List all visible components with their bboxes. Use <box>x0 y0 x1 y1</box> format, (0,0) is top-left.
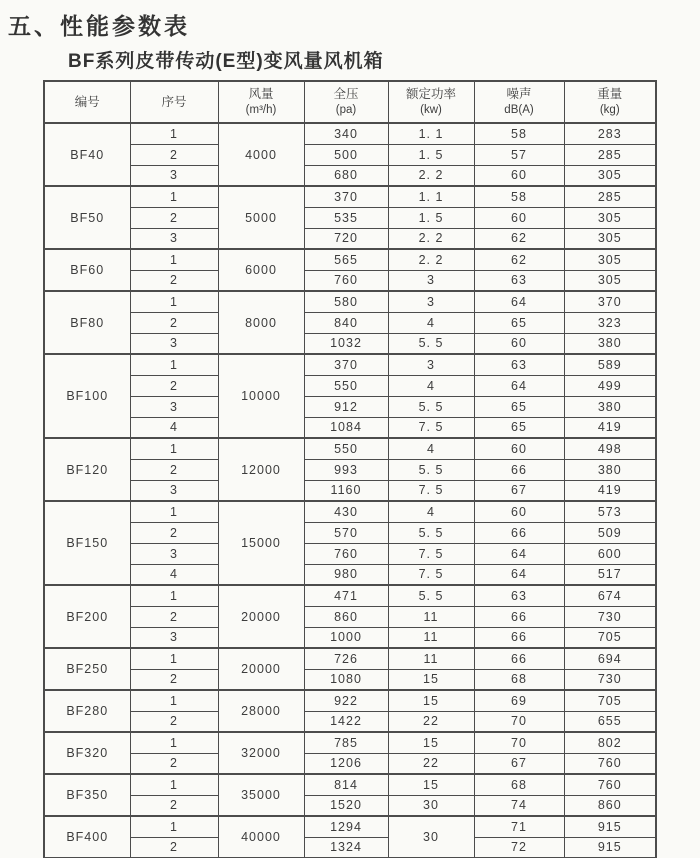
seq-cell: 2 <box>130 711 218 732</box>
power-cell: 2. 2 <box>388 249 474 270</box>
table-row <box>44 270 656 291</box>
seq-cell: 1 <box>130 291 218 312</box>
pressure-cell: 680 <box>304 165 388 186</box>
weight-cell: 305 <box>564 270 656 291</box>
table-row <box>44 564 656 585</box>
pressure-cell: 500 <box>304 144 388 165</box>
power-cell: 22 <box>388 711 474 732</box>
pressure-cell: 1520 <box>304 795 388 816</box>
table-row <box>44 585 656 606</box>
noise-cell: 68 <box>474 669 564 690</box>
noise-cell: 57 <box>474 144 564 165</box>
pressure-cell: 471 <box>304 585 388 606</box>
airflow-cell: 8000 <box>218 291 304 354</box>
seq-cell: 3 <box>130 480 218 501</box>
weight-cell: 705 <box>564 690 656 711</box>
model-cell: BF80 <box>44 291 130 354</box>
weight-cell: 730 <box>564 606 656 627</box>
power-cell: 30 <box>388 795 474 816</box>
table-row <box>44 144 656 165</box>
airflow-cell: 12000 <box>218 438 304 501</box>
weight-cell: 498 <box>564 438 656 459</box>
pressure-cell: 720 <box>304 228 388 249</box>
pressure-cell: 570 <box>304 522 388 543</box>
seq-cell: 3 <box>130 396 218 417</box>
header-weight-unit: (kg) <box>599 103 620 116</box>
seq-cell: 2 <box>130 144 218 165</box>
seq-cell: 1 <box>130 774 218 795</box>
table-row <box>44 816 656 837</box>
seq-cell: 1 <box>130 186 218 207</box>
noise-cell: 65 <box>474 417 564 438</box>
pressure-cell: 1032 <box>304 333 388 354</box>
seq-cell: 3 <box>130 165 218 186</box>
pressure-cell: 993 <box>304 459 388 480</box>
weight-cell: 915 <box>564 837 656 858</box>
header-noise <box>474 81 564 123</box>
airflow-cell: 5000 <box>218 186 304 249</box>
header-pressure <box>304 81 388 123</box>
seq-cell: 2 <box>130 606 218 627</box>
weight-cell: 802 <box>564 732 656 753</box>
noise-cell: 64 <box>474 375 564 396</box>
header-power <box>388 81 474 123</box>
header-model <box>44 81 130 123</box>
model-cell: BF150 <box>44 501 130 585</box>
power-cell: 22 <box>388 753 474 774</box>
header-model-label: 编号 <box>74 94 100 109</box>
model-cell: BF200 <box>44 585 130 648</box>
power-cell: 15 <box>388 774 474 795</box>
weight-cell: 730 <box>564 669 656 690</box>
seq-cell: 1 <box>130 123 218 144</box>
weight-cell: 419 <box>564 417 656 438</box>
seq-cell: 1 <box>130 354 218 375</box>
seq-cell: 2 <box>130 795 218 816</box>
weight-cell: 305 <box>564 207 656 228</box>
power-cell: 15 <box>388 732 474 753</box>
table-row <box>44 249 656 270</box>
power-cell: 4 <box>388 501 474 522</box>
power-cell: 1. 5 <box>388 144 474 165</box>
page-title: 五、性能参数表 <box>8 13 190 39</box>
table-row <box>44 522 656 543</box>
table-body <box>44 123 656 858</box>
seq-cell: 1 <box>130 732 218 753</box>
table-row <box>44 627 656 648</box>
power-cell: 5. 5 <box>388 333 474 354</box>
pressure-cell: 1324 <box>304 837 388 858</box>
pressure-cell: 1294 <box>304 816 388 837</box>
seq-cell: 1 <box>130 438 218 459</box>
weight-cell: 573 <box>564 501 656 522</box>
weight-cell: 305 <box>564 228 656 249</box>
header-power-unit: (kw) <box>420 103 442 116</box>
header-weight-label: 重量 <box>597 87 623 102</box>
noise-cell: 63 <box>474 270 564 291</box>
power-cell: 5. 5 <box>388 522 474 543</box>
power-cell: 5. 5 <box>388 459 474 480</box>
seq-cell: 2 <box>130 459 218 480</box>
noise-cell: 58 <box>474 123 564 144</box>
seq-cell: 1 <box>130 249 218 270</box>
header-noise-unit: dB(A) <box>504 103 534 116</box>
weight-cell: 305 <box>564 249 656 270</box>
seq-cell: 2 <box>130 669 218 690</box>
table-row <box>44 753 656 774</box>
airflow-cell: 28000 <box>218 690 304 732</box>
noise-cell: 62 <box>474 228 564 249</box>
weight-cell: 305 <box>564 165 656 186</box>
noise-cell: 65 <box>474 396 564 417</box>
weight-cell: 380 <box>564 333 656 354</box>
model-cell: BF350 <box>44 774 130 816</box>
header-seq <box>130 81 218 123</box>
power-cell: 1. 1 <box>388 123 474 144</box>
airflow-cell: 20000 <box>218 585 304 648</box>
weight-cell: 760 <box>564 774 656 795</box>
noise-cell: 67 <box>474 480 564 501</box>
table-row <box>44 333 656 354</box>
table-row <box>44 123 656 144</box>
weight-cell: 285 <box>564 144 656 165</box>
header-airflow-label: 风量 <box>248 87 274 102</box>
noise-cell: 66 <box>474 522 564 543</box>
weight-cell: 760 <box>564 753 656 774</box>
seq-cell: 1 <box>130 690 218 711</box>
airflow-cell: 4000 <box>218 123 304 186</box>
seq-cell: 1 <box>130 585 218 606</box>
power-cell: 3 <box>388 270 474 291</box>
power-cell: 4 <box>388 438 474 459</box>
seq-cell: 3 <box>130 543 218 564</box>
table-subtitle: BF系列皮带传动(E型)变风量风机箱 <box>68 51 384 72</box>
pressure-cell: 1084 <box>304 417 388 438</box>
model-cell: BF400 <box>44 816 130 858</box>
pressure-cell: 980 <box>304 564 388 585</box>
seq-cell: 3 <box>130 228 218 249</box>
header-weight <box>564 81 656 123</box>
model-cell: BF280 <box>44 690 130 732</box>
seq-cell: 2 <box>130 522 218 543</box>
power-cell: 7. 5 <box>388 564 474 585</box>
weight-cell: 860 <box>564 795 656 816</box>
noise-cell: 67 <box>474 753 564 774</box>
header-row <box>44 81 656 123</box>
power-cell: 11 <box>388 648 474 669</box>
table-row <box>44 480 656 501</box>
model-cell: BF250 <box>44 648 130 690</box>
weight-cell: 589 <box>564 354 656 375</box>
table-row <box>44 648 656 669</box>
model-cell: BF60 <box>44 249 130 291</box>
weight-cell: 285 <box>564 186 656 207</box>
seq-cell: 3 <box>130 627 218 648</box>
power-cell: 3 <box>388 291 474 312</box>
weight-cell: 419 <box>564 480 656 501</box>
table-row <box>44 774 656 795</box>
power-cell: 7. 5 <box>388 543 474 564</box>
weight-cell: 517 <box>564 564 656 585</box>
pressure-cell: 1000 <box>304 627 388 648</box>
pressure-cell: 1160 <box>304 480 388 501</box>
header-airflow <box>218 81 304 123</box>
table-row <box>44 207 656 228</box>
weight-cell: 655 <box>564 711 656 732</box>
power-cell: 2. 2 <box>388 228 474 249</box>
model-cell: BF100 <box>44 354 130 438</box>
header-pressure-label: 全压 <box>333 87 359 102</box>
weight-cell: 380 <box>564 459 656 480</box>
model-cell: BF40 <box>44 123 130 186</box>
table-row <box>44 606 656 627</box>
pressure-cell: 760 <box>304 270 388 291</box>
noise-cell: 65 <box>474 312 564 333</box>
pressure-cell: 726 <box>304 648 388 669</box>
table-row <box>44 375 656 396</box>
noise-cell: 70 <box>474 732 564 753</box>
pressure-cell: 565 <box>304 249 388 270</box>
power-cell: 4 <box>388 312 474 333</box>
seq-cell: 2 <box>130 270 218 291</box>
header-airflow-unit: (m³/h) <box>245 103 277 116</box>
pressure-cell: 1080 <box>304 669 388 690</box>
noise-cell: 60 <box>474 333 564 354</box>
power-cell: 5. 5 <box>388 396 474 417</box>
seq-cell: 3 <box>130 333 218 354</box>
seq-cell: 1 <box>130 501 218 522</box>
pressure-cell: 840 <box>304 312 388 333</box>
noise-cell: 60 <box>474 165 564 186</box>
pressure-cell: 1206 <box>304 753 388 774</box>
table-row <box>44 501 656 522</box>
model-cell: BF320 <box>44 732 130 774</box>
power-cell: 5. 5 <box>388 585 474 606</box>
table-row <box>44 669 656 690</box>
pressure-cell: 535 <box>304 207 388 228</box>
airflow-cell: 40000 <box>218 816 304 858</box>
power-cell: 4 <box>388 375 474 396</box>
pressure-cell: 340 <box>304 123 388 144</box>
table-row <box>44 690 656 711</box>
noise-cell: 66 <box>474 606 564 627</box>
airflow-cell: 10000 <box>218 354 304 438</box>
table-row <box>44 354 656 375</box>
noise-cell: 66 <box>474 627 564 648</box>
pressure-cell: 814 <box>304 774 388 795</box>
pressure-cell: 430 <box>304 501 388 522</box>
table-row <box>44 438 656 459</box>
table-row <box>44 228 656 249</box>
header-pressure-unit: (pa) <box>335 103 357 116</box>
power-cell: 7. 5 <box>388 417 474 438</box>
table-row <box>44 396 656 417</box>
performance-table <box>43 80 657 858</box>
model-cell: BF50 <box>44 186 130 249</box>
power-cell: 1. 5 <box>388 207 474 228</box>
model-cell: BF120 <box>44 438 130 501</box>
seq-cell: 1 <box>130 648 218 669</box>
weight-cell: 705 <box>564 627 656 648</box>
weight-cell: 509 <box>564 522 656 543</box>
noise-cell: 60 <box>474 438 564 459</box>
table-row <box>44 312 656 333</box>
noise-cell: 60 <box>474 207 564 228</box>
header-seq-label: 序号 <box>161 94 187 109</box>
table-row <box>44 732 656 753</box>
table-row <box>44 291 656 312</box>
power-cell: 30 <box>388 816 474 858</box>
power-cell: 1. 1 <box>388 186 474 207</box>
noise-cell: 71 <box>474 816 564 837</box>
power-cell: 15 <box>388 669 474 690</box>
airflow-cell: 32000 <box>218 732 304 774</box>
noise-cell: 63 <box>474 585 564 606</box>
pressure-cell: 912 <box>304 396 388 417</box>
noise-cell: 70 <box>474 711 564 732</box>
weight-cell: 283 <box>564 123 656 144</box>
power-cell: 3 <box>388 354 474 375</box>
noise-cell: 60 <box>474 501 564 522</box>
seq-cell: 2 <box>130 837 218 858</box>
power-cell: 2. 2 <box>388 165 474 186</box>
header-noise-label: 噪声 <box>506 87 532 102</box>
pressure-cell: 550 <box>304 375 388 396</box>
pressure-cell: 370 <box>304 186 388 207</box>
pressure-cell: 922 <box>304 690 388 711</box>
header-power-label: 额定功率 <box>405 87 456 102</box>
pressure-cell: 550 <box>304 438 388 459</box>
weight-cell: 499 <box>564 375 656 396</box>
noise-cell: 63 <box>474 354 564 375</box>
weight-cell: 323 <box>564 312 656 333</box>
weight-cell: 370 <box>564 291 656 312</box>
noise-cell: 74 <box>474 795 564 816</box>
seq-cell: 2 <box>130 375 218 396</box>
weight-cell: 380 <box>564 396 656 417</box>
power-cell: 11 <box>388 627 474 648</box>
airflow-cell: 6000 <box>218 249 304 291</box>
noise-cell: 62 <box>474 249 564 270</box>
pressure-cell: 580 <box>304 291 388 312</box>
airflow-cell: 20000 <box>218 648 304 690</box>
table-row <box>44 711 656 732</box>
weight-cell: 600 <box>564 543 656 564</box>
seq-cell: 4 <box>130 564 218 585</box>
table-row <box>44 837 656 858</box>
noise-cell: 69 <box>474 690 564 711</box>
power-cell: 11 <box>388 606 474 627</box>
weight-cell: 915 <box>564 816 656 837</box>
power-cell: 7. 5 <box>388 480 474 501</box>
airflow-cell: 35000 <box>218 774 304 816</box>
airflow-cell: 15000 <box>218 501 304 585</box>
noise-cell: 66 <box>474 459 564 480</box>
noise-cell: 64 <box>474 543 564 564</box>
pressure-cell: 785 <box>304 732 388 753</box>
seq-cell: 1 <box>130 816 218 837</box>
power-cell: 15 <box>388 690 474 711</box>
pressure-cell: 1422 <box>304 711 388 732</box>
table-row <box>44 543 656 564</box>
table-row <box>44 459 656 480</box>
seq-cell: 2 <box>130 312 218 333</box>
table-row <box>44 165 656 186</box>
pressure-cell: 760 <box>304 543 388 564</box>
weight-cell: 694 <box>564 648 656 669</box>
noise-cell: 64 <box>474 564 564 585</box>
pressure-cell: 860 <box>304 606 388 627</box>
seq-cell: 2 <box>130 753 218 774</box>
noise-cell: 64 <box>474 291 564 312</box>
noise-cell: 66 <box>474 648 564 669</box>
table-row <box>44 795 656 816</box>
table-row <box>44 417 656 438</box>
noise-cell: 72 <box>474 837 564 858</box>
seq-cell: 4 <box>130 417 218 438</box>
weight-cell: 674 <box>564 585 656 606</box>
pressure-cell: 370 <box>304 354 388 375</box>
noise-cell: 68 <box>474 774 564 795</box>
seq-cell: 2 <box>130 207 218 228</box>
noise-cell: 58 <box>474 186 564 207</box>
table-row <box>44 186 656 207</box>
